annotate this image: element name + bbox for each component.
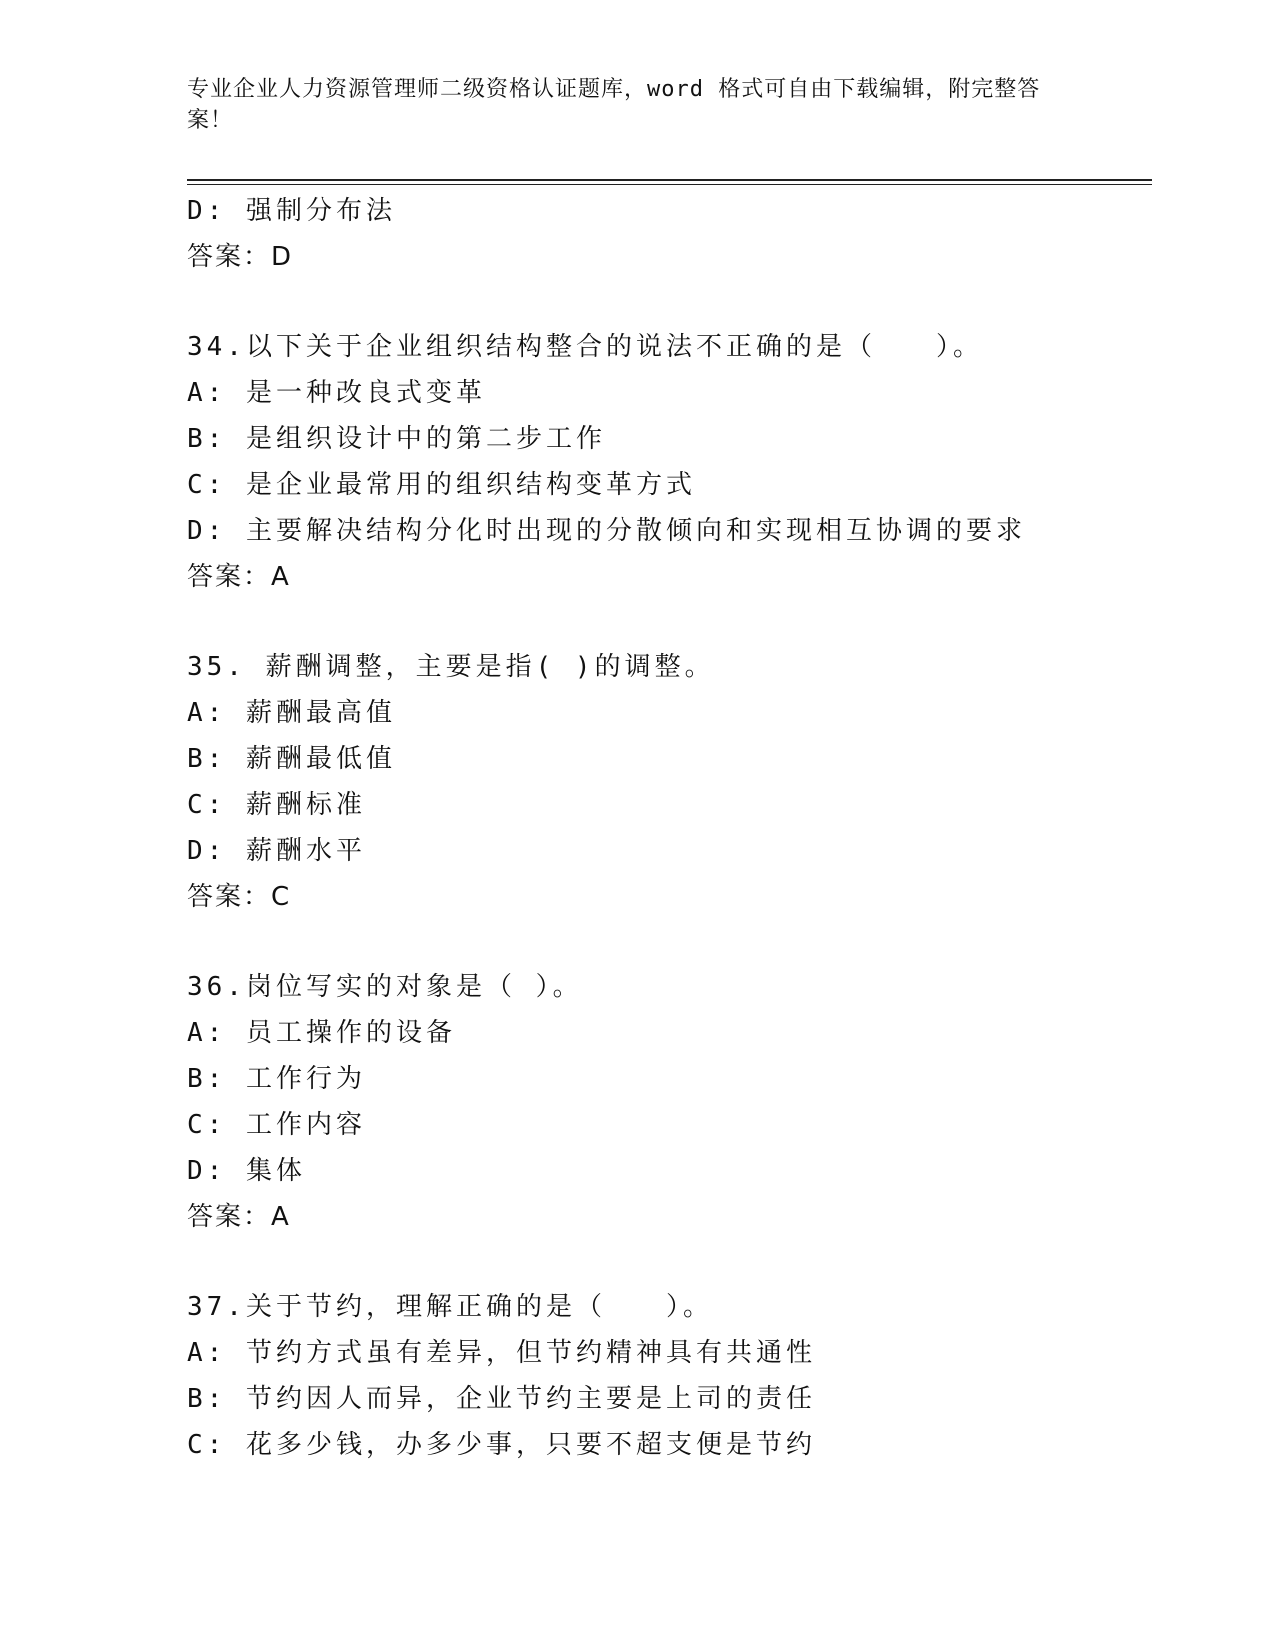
- spacer: [187, 600, 1152, 644]
- question-35: [187, 644, 1152, 920]
- option-b: B: 工作行为: [187, 1064, 366, 1094]
- option-c: C: 工作内容: [187, 1110, 366, 1140]
- option-d: D: 强制分布法: [187, 196, 396, 226]
- question-stem: 34.以下关于企业组织结构整合的说法不正确的是（ ）。: [187, 332, 983, 362]
- option-d: D: 主要解决结构分化时出现的分散倾向和实现相互协调的要求: [187, 516, 1026, 546]
- option-b: B: 薪酬最低值: [187, 744, 396, 774]
- carryover-block: [187, 188, 1152, 280]
- spacer: [187, 1240, 1152, 1284]
- option-b: B: 是组织设计中的第二步工作: [187, 424, 606, 454]
- option-c: C: 花多少钱，办多少事，只要不超支便是节约: [187, 1430, 816, 1460]
- header-rule-thin: [187, 184, 1152, 185]
- answer-line: 答案：A: [187, 1202, 291, 1232]
- option-a: A: 员工操作的设备: [187, 1018, 456, 1048]
- option-d: D: 集体: [187, 1156, 306, 1186]
- spacer: [187, 280, 1152, 324]
- answer-line: 答案：D: [187, 242, 294, 272]
- option-c: C: 薪酬标准: [187, 790, 366, 820]
- answer-line: 答案：C: [187, 882, 292, 912]
- page-header: 专业企业人力资源管理师二级资格认证题库，word 格式可自由下载编辑，附完整答案！: [187, 77, 1041, 133]
- question-stem: 36.岗位写实的对象是（ ）。: [187, 972, 583, 1002]
- option-a: A: 节约方式虽有差异，但节约精神具有共通性: [187, 1338, 816, 1368]
- answer-line: 答案：A: [187, 562, 291, 592]
- question-34: [187, 324, 1152, 600]
- question-stem: 37.关于节约，理解正确的是（ ）。: [187, 1292, 713, 1322]
- question-36: [187, 964, 1152, 1240]
- spacer: [187, 920, 1152, 964]
- question-stem: 35. 薪酬调整，主要是指( )的调整。: [187, 652, 715, 682]
- header-rule-thick: [187, 179, 1152, 181]
- option-c: C: 是企业最常用的组织结构变革方式: [187, 470, 696, 500]
- option-b: B: 节约因人而异，企业节约主要是上司的责任: [187, 1384, 816, 1414]
- question-content: [187, 188, 1152, 1468]
- option-a: A: 薪酬最高值: [187, 698, 396, 728]
- question-37: [187, 1284, 1152, 1468]
- option-d: D: 薪酬水平: [187, 836, 366, 866]
- option-a: A: 是一种改良式变革: [187, 378, 486, 408]
